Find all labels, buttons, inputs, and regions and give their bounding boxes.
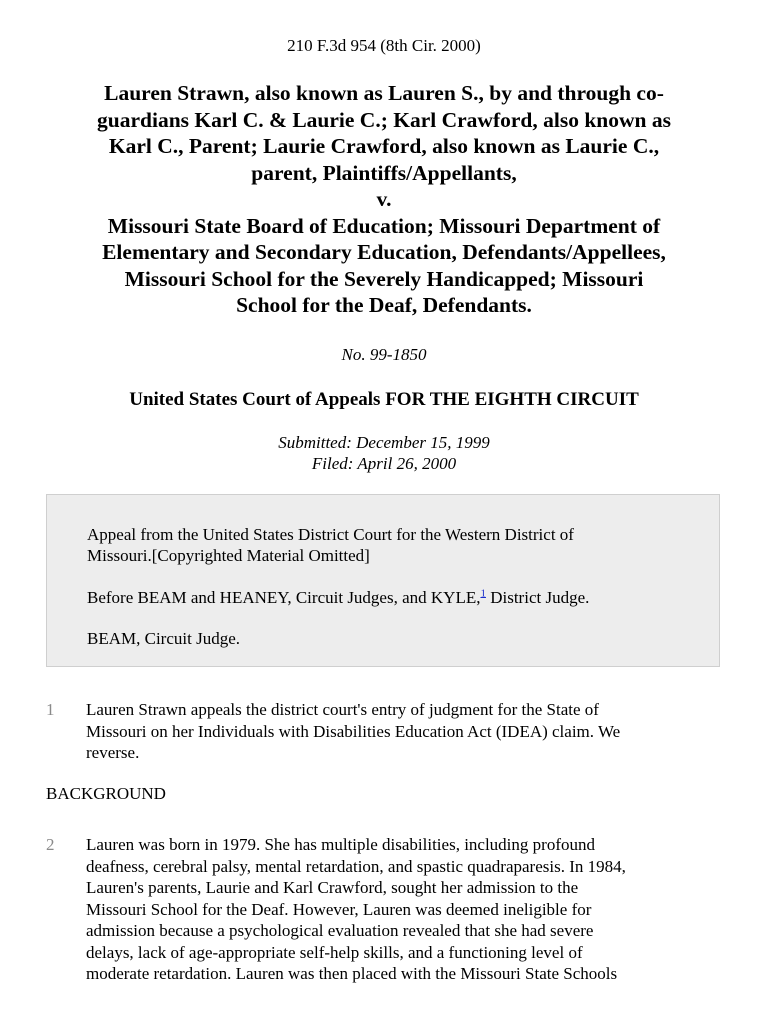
caption-line: parent, Plaintiffs/Appellants, (251, 160, 517, 185)
footnote-link[interactable]: 1 (480, 587, 486, 600)
paragraph-line: moderate retardation. Lauren was then placed with the Missouri State Schools (86, 964, 618, 983)
section-heading: BACKGROUND (46, 784, 166, 803)
paragraph-number: 2 (46, 835, 55, 854)
case-citation: 210 F.3d 954 (8th Cir. 2000) (287, 36, 481, 55)
panel-text-end: District Judge. (485, 588, 590, 607)
paragraph-line: Lauren was born in 1979. She has multiple disabilities, including profound (86, 835, 595, 854)
appeal-line: Appeal from the United States District Court for the Western District of (87, 525, 574, 544)
caption-line: Karl C., Parent; Laurie Crawford, also known as Laurie C., (108, 134, 660, 158)
docket-number: No. 99-1850 (341, 345, 427, 364)
paragraph-2 (46, 834, 726, 985)
case-caption (30, 80, 738, 319)
panel-statement (87, 587, 687, 608)
caption-line: School for the Deaf, Defendants. (236, 293, 532, 317)
paragraph-line: Missouri on her Individuals with Disabilities Education Act (IDEA) claim. We (86, 721, 621, 741)
caption-line: guardians Karl C. & Laurie C.; Karl Crawford, also known as (97, 107, 671, 132)
paragraph-line: delays, lack of age-appropriate self-help skills, and a functioning level of (86, 942, 583, 962)
appeal-statement (87, 524, 687, 566)
case-dates (0, 432, 768, 474)
paragraph-number: 1 (46, 700, 55, 719)
caption-line: Missouri School for the Severely Handicapped; Missouri (124, 266, 644, 291)
appeal-line: Missouri.[Copyrighted Material Omitted] (87, 546, 370, 565)
paragraph-line: Missouri School for the Deaf. However, Lauren was deemed ineligible for (86, 899, 592, 919)
court-name: United States Court of Appeals FOR THE EIGHTH CIRCUIT (129, 389, 639, 410)
paragraph-line: reverse. (86, 743, 140, 762)
authoring-judge: BEAM, Circuit Judge. (87, 629, 240, 648)
paragraph-line: Lauren's parents, Laurie and Karl Crawford, sought her admission to the (86, 878, 579, 897)
prefatory-box (46, 494, 720, 667)
caption-line: Elementary and Secondary Education, Defendants/Appellees, (102, 240, 666, 264)
caption-versus: v. (376, 187, 392, 211)
paragraph-1 (46, 699, 726, 764)
paragraph-line: Lauren Strawn appeals the district court's entry of judgment for the State of (86, 700, 599, 719)
paragraph-text (86, 834, 726, 985)
paragraph-line: deafness, cerebral palsy, mental retardation, and spastic quadraparesis. In 1984, (86, 856, 626, 876)
caption-line: Missouri State Board of Education; Missouri Department of (107, 213, 661, 238)
paragraph-line: admission because a psychological evaluation revealed that she had severe (86, 921, 594, 940)
panel-text: Before BEAM and HEANEY, Circuit Judges, and KYLE, (87, 588, 481, 607)
filed-date: Filed: April 26, 2000 (311, 454, 457, 473)
caption-line: Lauren Strawn, also known as Lauren S., by and through co- (104, 81, 664, 105)
paragraph-text (86, 699, 726, 764)
submitted-date: Submitted: December 15, 1999 (278, 433, 490, 452)
